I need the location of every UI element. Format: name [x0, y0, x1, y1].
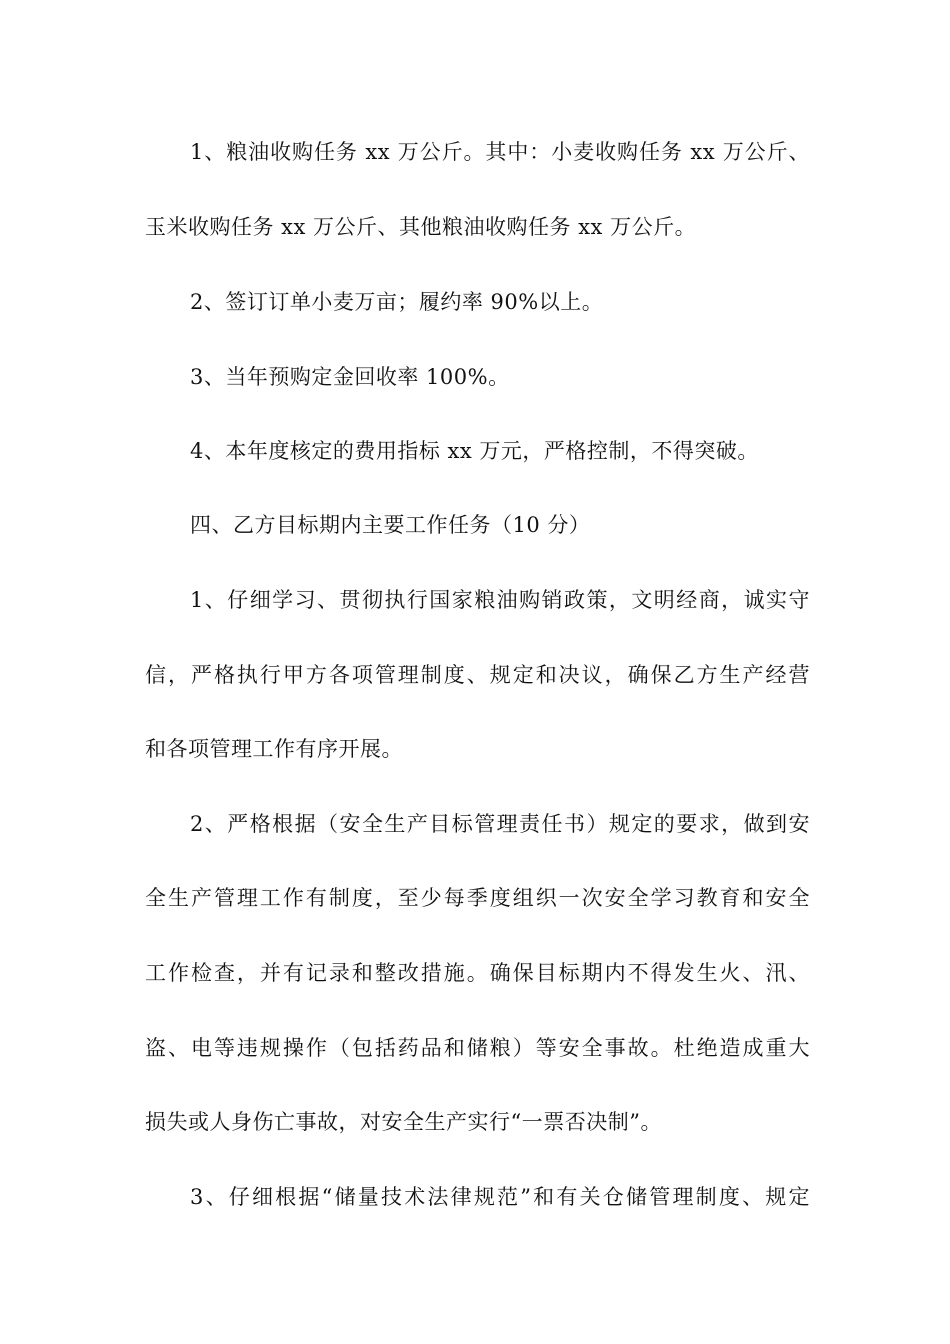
paragraph-line-14: 损失或人身伤亡事故，对安全生产实行“一票否决制”。	[145, 1110, 662, 1134]
paragraph-line-11: 全生产管理工作有制度，至少每季度组织一次安全学习教育和安全	[145, 886, 810, 910]
paragraph-line-7: 1、仔细学习、贯彻执行国家粮油购销政策，文明经商，诚实守	[190, 588, 810, 612]
paragraph-line-15: 3、仔细根据“储量技术法律规范”和有关仓储管理制度、规定	[190, 1185, 810, 1209]
paragraph-line-5: 4、本年度核定的费用指标 xx 万元，严格控制，不得突破。	[190, 439, 759, 463]
paragraph-line-8: 信，严格执行甲方各项管理制度、规定和决议，确保乙方生产经营	[145, 663, 810, 687]
section-heading: 四、乙方目标期内主要工作任务（10 分）	[190, 513, 591, 537]
paragraph-line-12: 工作检查，并有记录和整改措施。确保目标期内不得发生火、汛、	[145, 961, 810, 985]
paragraph-line-2: 玉米收购任务 xx 万公斤、其他粮油收购任务 xx 万公斤。	[145, 215, 697, 239]
paragraph-line-4: 3、当年预购定金回收率 100%。	[190, 365, 510, 389]
paragraph-line-9: 和各项管理工作有序开展。	[145, 737, 403, 761]
paragraph-line-13: 盗、电等违规操作（包括药品和储粮）等安全事故。杜绝造成重大	[145, 1036, 810, 1060]
paragraph-line-1: 1、粮油收购任务 xx 万公斤。其中：小麦收购任务 xx 万公斤、	[190, 140, 810, 164]
paragraph-line-3: 2、签订订单小麦万亩；履约率 90%以上。	[190, 290, 604, 314]
paragraph-line-10: 2、严格根据（安全生产目标管理责任书）规定的要求，做到安	[190, 812, 810, 836]
